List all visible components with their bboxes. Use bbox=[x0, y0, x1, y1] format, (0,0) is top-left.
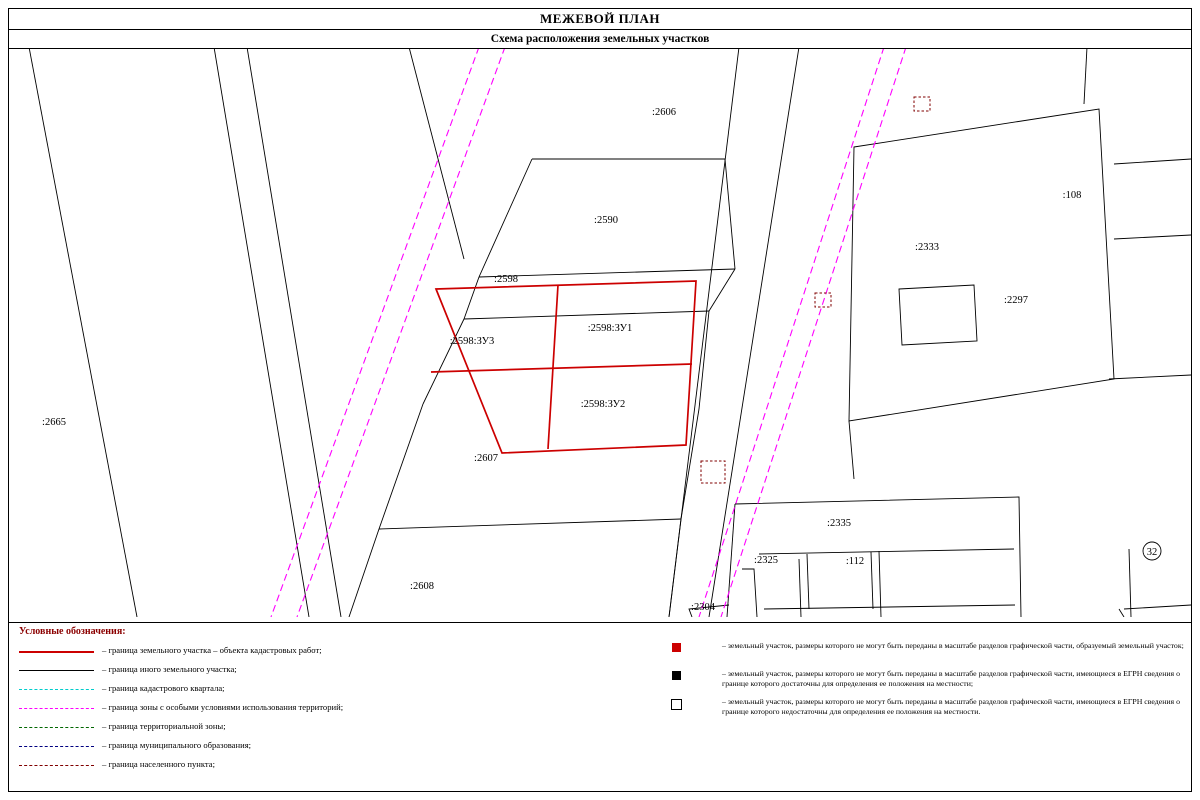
legend-item-settlement-boundary bbox=[19, 755, 639, 774]
legend-item-small-new-parcel bbox=[639, 641, 1185, 669]
parcel-label-2606: :2606 bbox=[652, 107, 676, 118]
parcel-label-108: :108 bbox=[1062, 190, 1082, 201]
legend-label-small-unknown-parcel: – земельный участок, размеры которого не могут быть переданы в масштабе разделов графической части, имеющиеся в ЕГРН сведения о границе которого недостаточны для определения ее положения на местности. bbox=[722, 697, 1180, 716]
parcel-label-2608: :2608 bbox=[410, 581, 434, 592]
line-swatch-navy-dashdot bbox=[19, 741, 94, 751]
document-frame bbox=[8, 8, 1192, 792]
legend-label-territorial-zone: – граница территориальной зоны; bbox=[102, 721, 226, 732]
legend-right-column bbox=[639, 641, 1185, 774]
legend-label-special-use-zone: – граница зоны с особыми условиями использования территорий; bbox=[102, 702, 344, 713]
line-swatch-green-dashed bbox=[19, 722, 94, 732]
legend-label-cadastral-quarter: – граница кадастрового квартала; bbox=[102, 683, 225, 694]
legend-item-other-parcel bbox=[19, 660, 639, 679]
legend-label-municipality-boundary: – граница муниципального образования; bbox=[102, 740, 252, 751]
legend-label-subject-parcel: – граница земельного участка – объекта кадастровых работ; bbox=[102, 645, 322, 656]
legend-item-small-known-parcel bbox=[639, 669, 1185, 697]
subject-parcel-boundaries bbox=[431, 281, 696, 453]
parcel-label-2607: :2607 bbox=[474, 453, 498, 464]
legend-item-small-unknown-parcel bbox=[639, 697, 1185, 725]
square-swatch-black-filled bbox=[639, 669, 714, 680]
cadastral-map[interactable] bbox=[9, 49, 1191, 623]
legend-item-cadastral-quarter bbox=[19, 679, 639, 698]
parcel-label-2590: :2590 bbox=[594, 215, 618, 226]
parcel-label-2325: :2325 bbox=[754, 555, 778, 566]
parcel-label-2304: :2304 bbox=[691, 602, 715, 613]
line-swatch-magenta-dashed bbox=[19, 703, 94, 713]
line-swatch-darkred-dashdot bbox=[19, 760, 94, 770]
parcel-label-2598-zu1: :2598:ЗУ1 bbox=[587, 323, 633, 334]
parcel-label-2333: :2333 bbox=[915, 242, 939, 253]
legend-left-column bbox=[19, 641, 639, 774]
document-subtitle: Схема расположения земельных участков bbox=[9, 30, 1191, 49]
legend-label-small-new-parcel: – земельный участок, размеры которого не могут быть переданы в масштабе разделов графической части, образуемый земельный участок; bbox=[722, 641, 1184, 650]
parcel-label-2598: :2598 bbox=[494, 274, 518, 285]
legend-item-municipality-boundary bbox=[19, 736, 639, 755]
legend-item-subject-parcel bbox=[19, 641, 639, 660]
legend-label-small-known-parcel: – земельный участок, размеры которого не могут быть переданы в масштабе разделов графической части, имеющиеся в ЕГРН сведения о границе которого достаточны для определения ее положения на местности; bbox=[722, 669, 1180, 688]
legend-title: Условные обозначения: bbox=[19, 626, 126, 637]
line-swatch-red-solid bbox=[19, 646, 94, 656]
parcel-labels bbox=[42, 107, 1161, 613]
parcel-label-2335: :2335 bbox=[827, 518, 851, 529]
legend-item-territorial-zone bbox=[19, 717, 639, 736]
document-title: МЕЖЕВОЙ ПЛАН bbox=[9, 9, 1191, 30]
square-swatch-outline bbox=[639, 697, 714, 710]
legend-label-settlement-boundary: – граница населенного пункта; bbox=[102, 759, 215, 770]
line-swatch-cyan-dashed bbox=[19, 684, 94, 694]
legend-label-other-parcel: – граница иного земельного участка; bbox=[102, 664, 237, 675]
parcel-label-2297: :2297 bbox=[1004, 295, 1028, 306]
small-parcel-markers bbox=[701, 97, 930, 483]
square-swatch-red-filled bbox=[639, 641, 714, 652]
parcel-label-2665: :2665 bbox=[42, 417, 66, 428]
parcel-label-32: 32 bbox=[1146, 547, 1158, 558]
parcel-label-2598-zu3: :2598:ЗУ3 bbox=[449, 336, 495, 347]
parcel-label-112: :112 bbox=[845, 556, 865, 567]
legend-item-special-use-zone bbox=[19, 698, 639, 717]
legend bbox=[9, 623, 1191, 791]
parcel-label-2598-zu2: :2598:ЗУ2 bbox=[580, 399, 626, 410]
line-swatch-black-solid bbox=[19, 665, 94, 675]
